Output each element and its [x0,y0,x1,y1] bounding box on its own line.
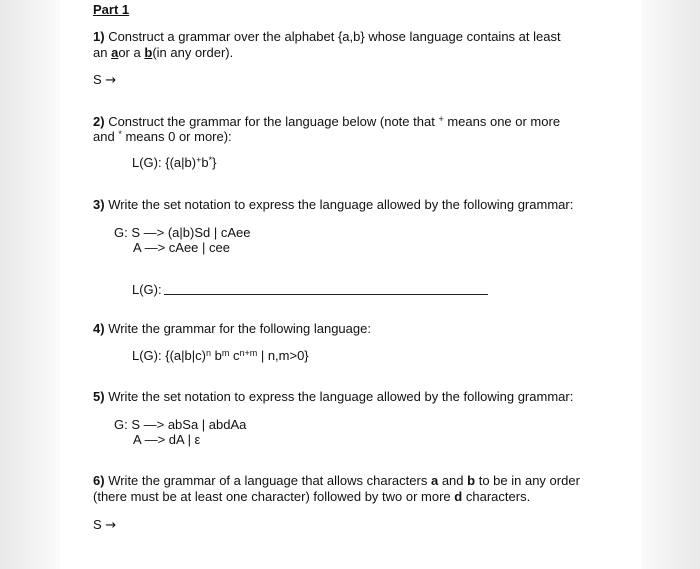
question-6-char-a: a [430,473,439,488]
question-4-exp-nm: n+m [239,348,258,358]
question-4-line-1 [93,321,371,337]
question-6-text: Write the grammar of a language that allows characters [108,473,428,488]
question-1-or: or a [118,45,141,60]
question-4-exp-m: m [221,348,230,358]
question-1-an: an [93,45,108,60]
question-6-number: 6) [93,473,105,488]
question-1-line-1 [93,29,561,45]
question-3-answer-line[interactable] [164,294,488,295]
question-2-lang-pre: L(G): {(a|b) [132,155,197,170]
question-6-line-2 [93,489,530,505]
question-4-lang-pre: L(G): {(a|b|c) [132,348,206,363]
question-2-language [132,155,216,171]
question-4-number: 4) [93,321,105,336]
question-1-answer-start [93,72,116,89]
question-2-lang-end: } [212,155,217,170]
question-6-text-line-2: (there must be at least one character) followed by two or more [93,489,451,504]
question-1-line-2 [93,45,233,61]
question-2-star-symbol: * [118,129,122,139]
question-1-order: (in any order). [152,45,234,60]
question-2-lang-b: b [201,155,209,170]
question-5-text: Write the set notation to express the language allowed by the following grammar: [108,389,574,404]
question-6-char-b: b [467,473,476,488]
question-2-lang-plus: + [196,155,202,165]
question-2-plus-symbol: + [438,114,444,124]
question-5-grammar-line-1: G: S —> abSa | abdAa [114,417,247,432]
question-4-c: c [232,348,240,363]
question-3-text: Write the set notation to express the language allowed by the following grammar: [108,197,574,212]
question-2-line-2 [93,129,232,145]
question-4-b: b [214,348,222,363]
question-3-number: 3) [93,197,105,212]
question-4-lang-post: | n,m>0} [260,348,309,363]
question-1-number: 1) [93,29,105,44]
question-6-answer-start [93,517,116,534]
question-2-number: 2) [93,114,105,129]
question-1-letter-a: a [111,45,119,60]
question-1-letter-b: b [144,45,153,60]
question-2-text: Construct the grammar for the language below (note that [108,114,435,129]
question-1-start-symbol: S [93,72,102,87]
document-sheet [60,0,642,569]
question-6-line-1 [93,473,580,489]
question-4-text: Write the grammar for the following language: [108,321,371,336]
question-3-line-1 [93,197,573,213]
question-3-grammar-line-1: G: S —> (a|b)Sd | cAee [114,225,251,240]
question-5-line-1 [93,389,573,405]
question-4-language [132,348,309,364]
question-2-line-1 [93,114,560,130]
arrow-icon: → [105,518,117,533]
left-margin [0,0,60,569]
question-3-grammar-line-2: A —> cAee | cee [133,240,230,255]
question-6-text-cont: to be in any order [478,473,580,488]
right-margin [642,0,700,569]
question-4-exp-n: n [205,348,211,358]
question-6-char-d: d [454,489,463,504]
question-6-start-symbol: S [93,517,102,532]
question-6-and: and [441,473,464,488]
question-2-and: and [93,129,115,144]
arrow-icon: → [105,73,117,88]
question-2-lang-star: * [208,155,213,165]
question-1-text: Construct a grammar over the alphabet {a,b} whose language contains at least [108,29,561,44]
part-title: Part 1 [93,2,130,17]
question-5-number: 5) [93,389,105,404]
question-2-text-cont: means one or more [447,114,561,129]
question-3-answer-label: L(G): [132,282,162,297]
question-6-text-end: characters. [465,489,531,504]
question-5-grammar-line-2: A —> dA | ε [133,432,201,447]
question-2-text-end: means 0 or more): [125,129,232,144]
